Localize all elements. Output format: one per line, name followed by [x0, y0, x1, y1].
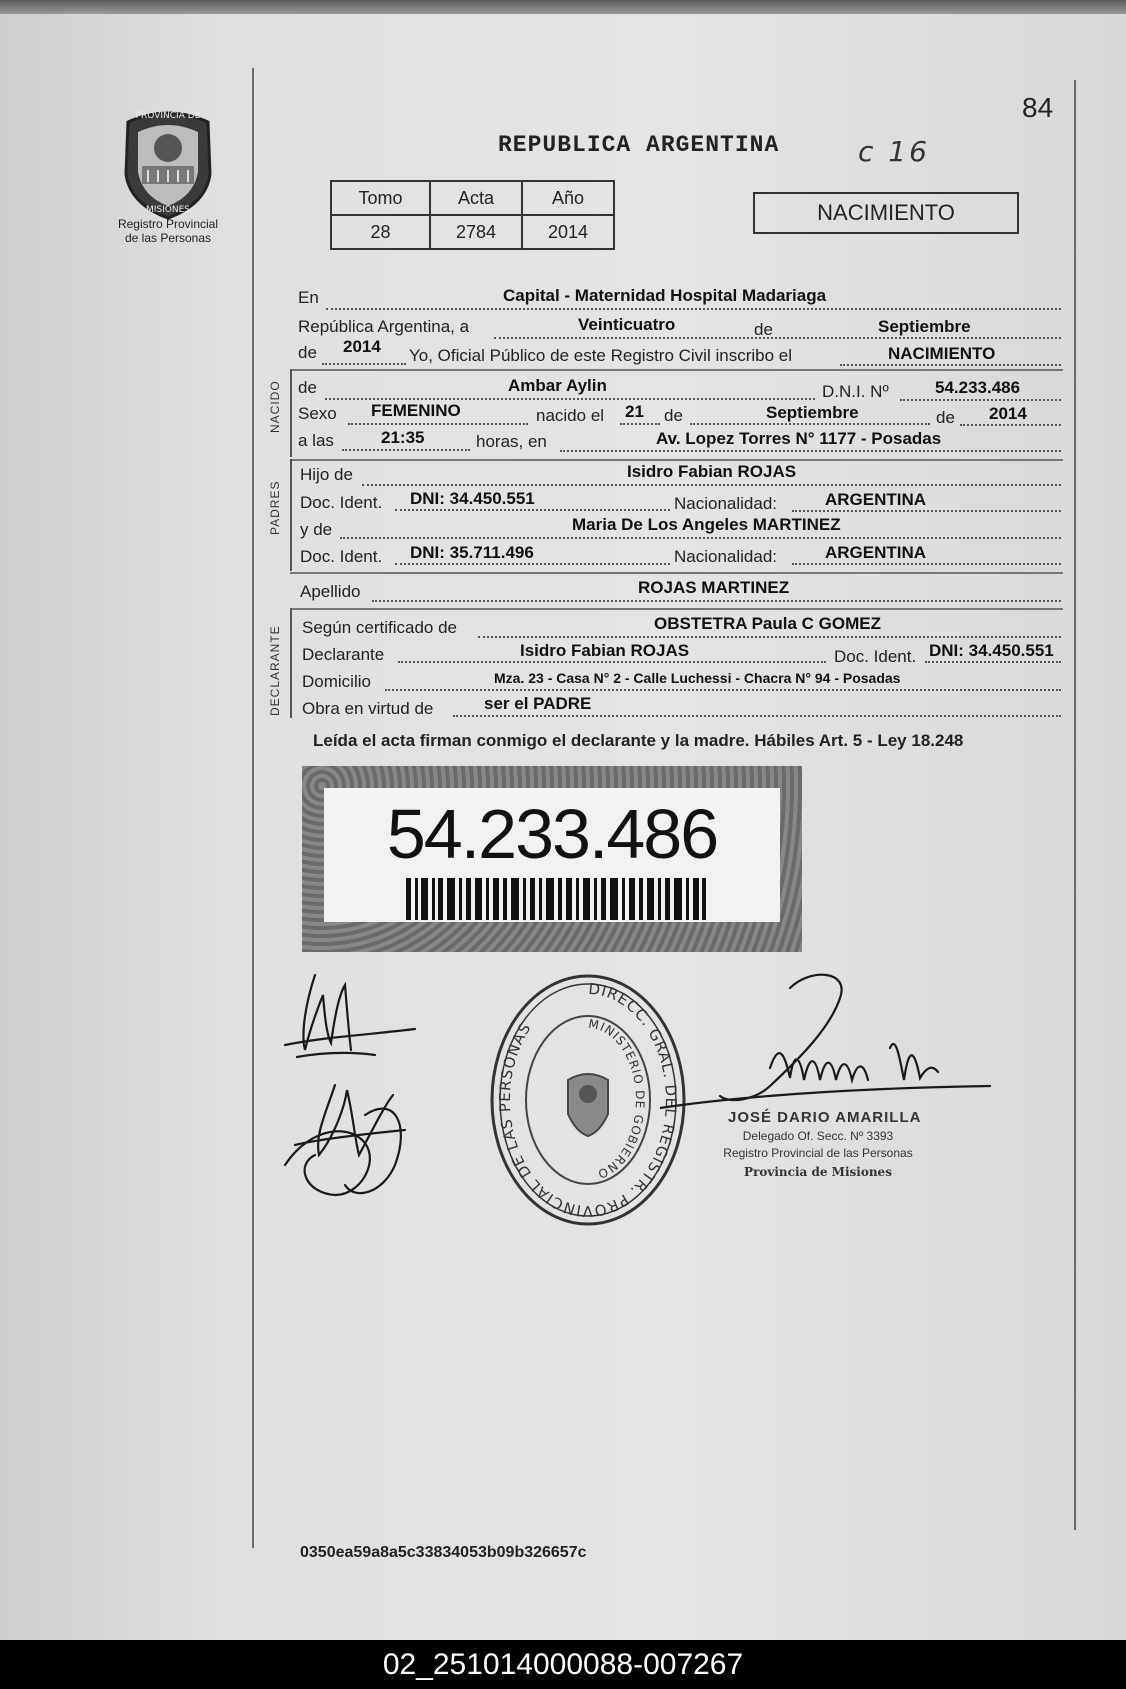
official-seal — [488, 972, 688, 1228]
dotted-line — [620, 423, 660, 425]
dotted-line — [322, 363, 406, 365]
left-margin-line — [252, 68, 254, 1548]
father-nationality: ARGENTINA — [825, 490, 927, 509]
dotted-line — [960, 424, 1061, 426]
closing-statement: Leída el acta firman conmigo el declarante y la madre. Hábiles Art. 5 - Ley 18.248 — [313, 731, 964, 750]
de-label-2: de — [664, 406, 683, 425]
document-hash: 0350ea59a8a5c33834053b09b326657c — [300, 1544, 587, 1561]
horas-en-label: horas, en — [476, 432, 547, 451]
declarante-doc: DNI: 34.450.551 — [929, 641, 1054, 660]
father-nat-label: Nacionalidad: — [674, 494, 778, 513]
logo-bottom-text: MISIONES — [145, 205, 191, 215]
official-name: JOSÉ DARIO AMARILLA — [728, 1109, 922, 1126]
dotted-line — [395, 509, 670, 511]
document-title: REPUBLICA ARGENTINA — [498, 132, 780, 158]
declarante-section-label: DECLARANTE — [268, 625, 282, 716]
mother-name: Maria De Los Angeles MARTINEZ — [572, 515, 841, 534]
nacido-section-label: NACIDO — [268, 380, 282, 433]
page-number: 84 — [1022, 92, 1054, 123]
scan-footer-id: 02_251014000088-007267 — [0, 1640, 1126, 1689]
apellido-label: Apellido — [300, 582, 361, 601]
birth-address: Av. Lopez Torres N° 1177 - Posadas — [656, 429, 942, 448]
y-de-label: y de — [300, 520, 333, 539]
dotted-line — [453, 715, 1061, 717]
dni-label: D.N.I. Nº — [822, 382, 889, 401]
section-divider — [290, 369, 1063, 371]
section-divider — [290, 572, 1063, 574]
dotted-line — [395, 563, 670, 565]
section-bracket — [290, 369, 292, 457]
logo-caption — [104, 217, 232, 245]
record-type-box: NACIMIENTO — [753, 192, 1019, 234]
birth-time: 21:35 — [381, 428, 425, 447]
scan-top-edge — [0, 0, 1126, 14]
child-dni: 54.233.486 — [935, 378, 1021, 397]
apellido-value: ROJAS MARTINEZ — [638, 578, 790, 597]
dotted-line — [840, 364, 1061, 366]
official-title-line-2: Registro Provincial de las Personas — [723, 1146, 913, 1160]
child-name: Ambar Aylin — [508, 376, 607, 395]
declarante-doc-label: Doc. Ident. — [834, 647, 917, 666]
section-bracket — [290, 459, 292, 571]
domicilio-value: Mza. 23 - Casa N° 2 - Calle Luchessi - Chacra N° 94 - Posadas — [494, 670, 901, 686]
section-divider — [290, 459, 1063, 461]
day-value: Veinticuatro — [578, 315, 676, 334]
mother-signature — [275, 965, 435, 1205]
logo-caption-line-1: Registro Provincial — [117, 217, 219, 231]
inscribe-text: Yo, Oficial Público de este Registro Civil inscribo el — [409, 346, 792, 365]
nacido-de-label: de — [298, 378, 317, 397]
sticker-dni-number: 54.233.486 — [386, 795, 718, 873]
logo-top-text: PROVINCIA DE — [135, 111, 201, 121]
tomo-value: 28 — [331, 215, 430, 249]
dni-sticker — [302, 766, 802, 952]
birth-year: 2014 — [989, 404, 1027, 423]
mother-nationality: ARGENTINA — [825, 543, 927, 562]
birth-month: Septiembre — [766, 403, 859, 422]
padres-section-label: PADRES — [268, 480, 282, 535]
sexo-value: FEMENINO — [371, 401, 461, 420]
acta-header: Acta — [430, 181, 522, 215]
month-value: Septiembre — [878, 317, 971, 336]
birth-day: 21 — [625, 402, 644, 421]
mother-nat-label: Nacionalidad: — [674, 547, 778, 566]
dotted-line — [348, 423, 528, 425]
hijo-de-label: Hijo de — [300, 465, 353, 484]
dotted-line — [925, 661, 1061, 663]
year-de-label: de — [298, 343, 317, 362]
sticker-label-area — [324, 788, 780, 922]
en-label: En — [298, 288, 319, 307]
dotted-line — [900, 399, 1061, 401]
place-value: Capital - Maternidad Hospital Madariaga — [503, 286, 827, 305]
dotted-line — [690, 423, 930, 425]
dotted-line — [792, 510, 1061, 512]
domicilio-label: Domicilio — [302, 672, 371, 691]
seal-outer-text: DIRECC. GRAL. DEL REGISTR. PROVINCIAL DE LAS PERSONAS — [495, 979, 681, 1221]
mother-doc-label: Doc. Ident. — [300, 547, 383, 566]
cert-value: OBSTETRA Paula C GOMEZ — [654, 614, 882, 633]
tomo-header: Tomo — [331, 181, 430, 215]
dotted-line — [340, 537, 1061, 539]
acta-value: 2784 — [430, 215, 522, 249]
dotted-line — [494, 337, 1061, 339]
right-margin-line — [1074, 80, 1076, 1530]
obra-label: Obra en virtud de — [302, 699, 434, 718]
dotted-line — [560, 450, 1061, 452]
sexo-label: Sexo — [298, 404, 337, 423]
obra-value: ser el PADRE — [484, 694, 592, 713]
de-label-3: de — [936, 408, 955, 427]
barcode-icon — [406, 878, 706, 920]
nacido-el-label: nacido el — [536, 406, 605, 425]
father-doc: DNI: 34.450.551 — [410, 489, 535, 508]
province-shield-logo — [118, 104, 218, 222]
tomo-acta-table — [330, 180, 615, 250]
dotted-line — [385, 689, 1061, 691]
dotted-line — [342, 449, 470, 451]
ano-value: 2014 — [522, 215, 614, 249]
section-divider — [290, 608, 1063, 610]
official-title-line-3: Provincia de Misiones — [744, 1165, 892, 1179]
father-name: Isidro Fabian ROJAS — [627, 462, 797, 481]
dotted-line — [398, 661, 826, 663]
seal-inner-text: MINISTERIO DE GOBIERNO — [587, 1016, 648, 1182]
dotted-line — [362, 484, 1061, 486]
declarante-label: Declarante — [302, 645, 385, 664]
dotted-line — [325, 398, 815, 400]
section-bracket — [290, 608, 292, 718]
dotted-line — [478, 636, 1061, 638]
a-las-label: a las — [298, 431, 334, 450]
republic-label: República Argentina, a — [298, 317, 470, 336]
declarante-name: Isidro Fabian ROJAS — [520, 641, 690, 660]
ano-header: Año — [522, 181, 614, 215]
father-doc-label: Doc. Ident. — [300, 493, 383, 512]
dotted-line — [372, 600, 1061, 602]
dotted-line — [792, 563, 1061, 565]
de-label: de — [754, 320, 773, 339]
inscribe-value: NACIMIENTO — [888, 344, 996, 363]
cert-label: Según certificado de — [302, 618, 457, 637]
year-value: 2014 — [343, 337, 381, 356]
handwritten-note: c 16 — [858, 135, 930, 168]
dotted-line — [326, 308, 1061, 310]
logo-caption-line-2: de las Personas — [124, 231, 212, 245]
mother-doc: DNI: 35.711.496 — [410, 543, 534, 562]
official-title-line-1: Delegado Of. Secc. Nº 3393 — [742, 1129, 894, 1143]
